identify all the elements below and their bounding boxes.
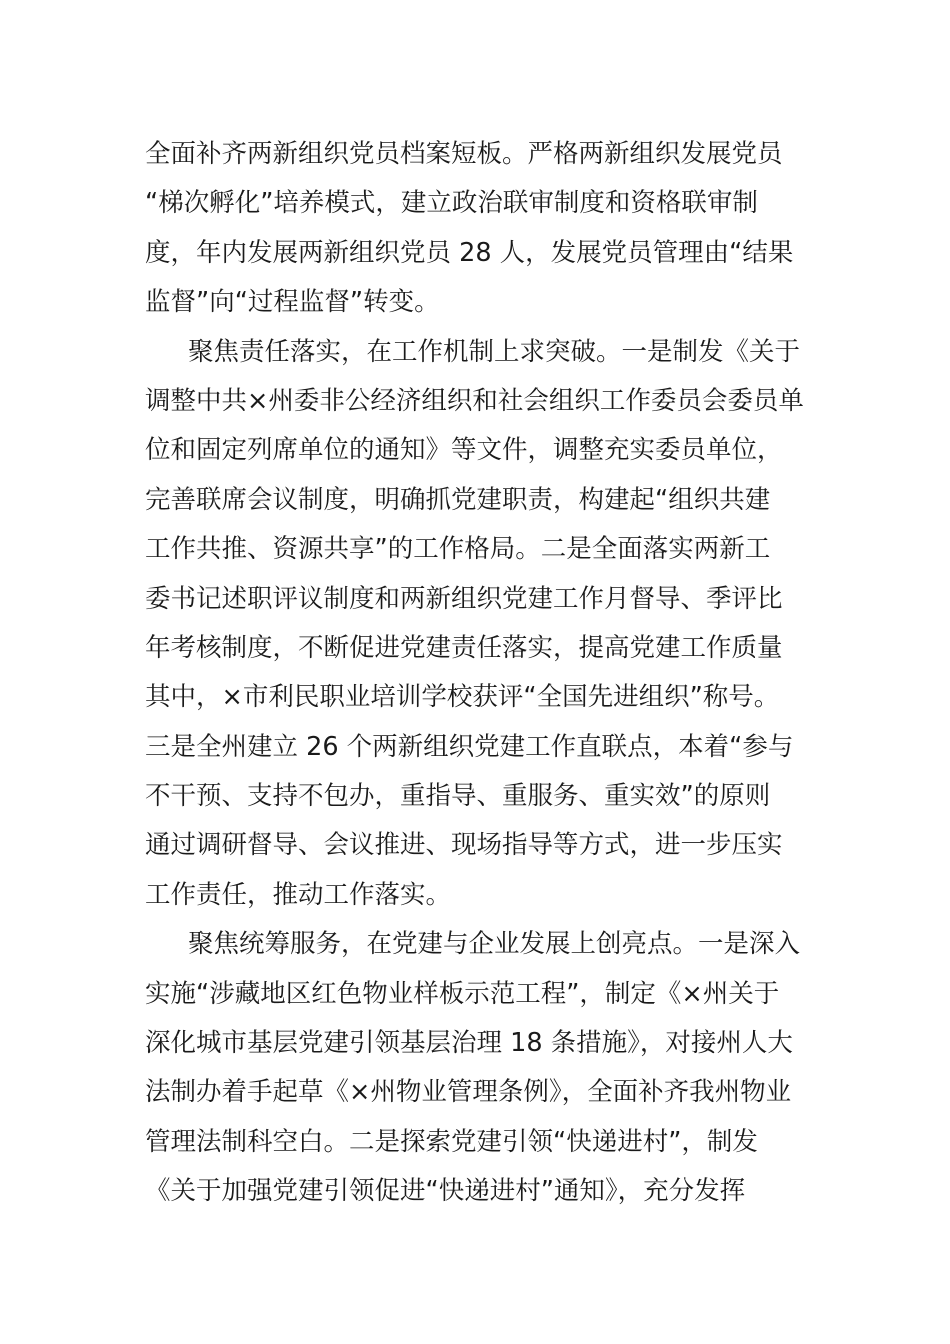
paragraph-start-line: 聚焦统筹服务，在党建与企业发展上创亮点。一是深入 [188, 929, 801, 960]
text-line: 其中，×市利民职业培训学校获评“全国先进组织”称号。 [145, 682, 780, 713]
document-body [145, 130, 810, 1217]
text-line: 委书记述职评议制度和两新组织党建工作月督导、季评比 [145, 583, 783, 614]
text-line: 全面补齐两新组织党员档案短板。严格两新组织发展党员 [145, 139, 783, 169]
text-line: 管理法制科空白。二是探索党建引领“快递进村”，制发 [145, 1126, 758, 1157]
text-line: “梯次孵化”培养模式，建立政治联审制度和资格联审制 [145, 188, 758, 219]
text-line: 《关于加强党建引领促进“快递进村”通知》，充分发挥 [145, 1176, 746, 1207]
text-line: 通过调研督导、会议推进、现场指导等方式，进一步压实 [145, 830, 783, 861]
text-line: 完善联席会议制度，明确抓党建职责，构建起“组织共建 [145, 484, 771, 515]
text-line: 三是全州建立 26 个两新组织党建工作直联点，本着“参与 [145, 731, 794, 762]
text-line: 深化城市基层党建引领基层治理 18 条措施》，对接州人大 [145, 1028, 793, 1059]
text-line: 实施“涉藏地区红色物业样板示范工程”，制定《×州关于 [145, 978, 780, 1009]
text-line: 度，年内发展两新组织党员 28 人，发展党员管理由“结果 [145, 237, 794, 268]
text-line: 法制办着手起草《×州物业管理条例》，全面补齐我州物业 [145, 1077, 792, 1108]
text-line: 调整中共×州委非公经济组织和社会组织工作委员会委员单 [145, 385, 804, 416]
text-line: 不干预、支持不包办，重指导、重服务、重实效”的原则 [145, 781, 771, 812]
text-line: 年考核制度，不断促进党建责任落实，提高党建工作质量 [145, 632, 783, 663]
text-line: 监督”向“过程监督”转变。 [145, 287, 440, 318]
text-line: 工作责任，推动工作落实。 [145, 879, 452, 910]
text-line: 工作共推、资源共享”的工作格局。二是全面落实两新工 [145, 534, 771, 565]
paragraph-start-line: 聚焦责任落实，在工作机制上求突破。一是制发《关于 [188, 336, 801, 367]
text-line: 位和固定列席单位的通知》等文件，调整充实委员单位， [145, 435, 783, 466]
